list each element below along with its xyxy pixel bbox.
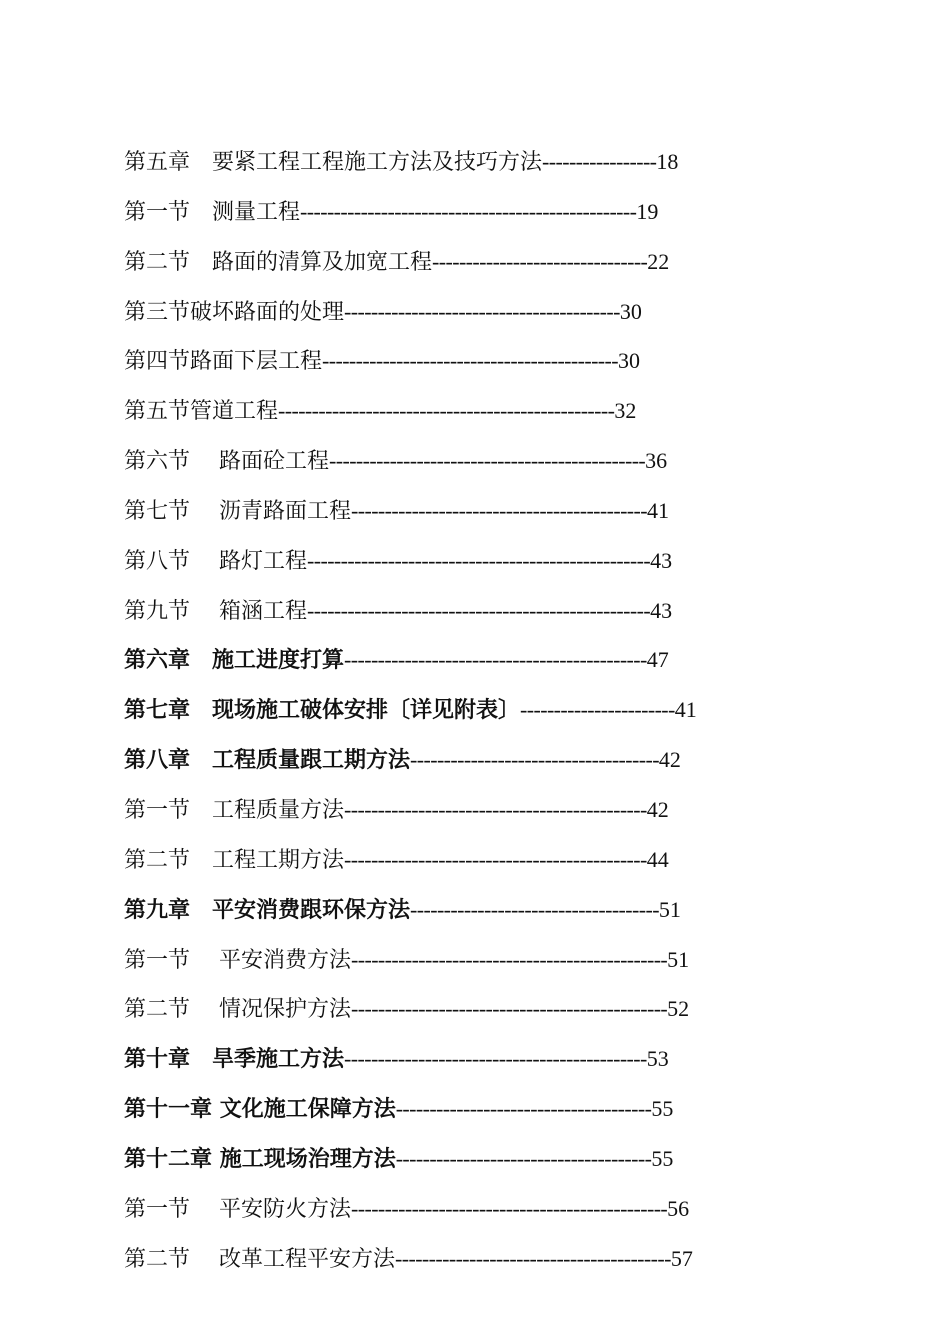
toc-entry-label: 第八章 xyxy=(124,747,191,774)
toc-entry-page-number: 47 xyxy=(646,647,669,673)
toc-entry-leader: -------------------------------------------- xyxy=(322,348,618,374)
toc-entry-title: 改革工程平安方法 xyxy=(219,1246,396,1272)
toc-entry-page-number: 44 xyxy=(646,846,669,872)
toc-entry-gap xyxy=(190,449,219,474)
toc-entry-page-number: 55 xyxy=(651,1145,674,1171)
toc-entry-page-number: 30 xyxy=(619,298,642,324)
toc-entry-title: 情况保护方法 xyxy=(219,997,352,1023)
toc-entry-title: 测量工程 xyxy=(212,199,301,225)
toc-entry[interactable] xyxy=(124,187,844,237)
toc-entry-page-number: 22 xyxy=(647,248,670,274)
toc-entry-title: 现场施工破体安排〔详见附表〕 xyxy=(212,697,521,724)
toc-entry-leader: -------------------------------- xyxy=(432,248,648,274)
toc-entry-title: 旱季施工方法 xyxy=(212,1046,345,1073)
toc-entry-title: 路灯工程 xyxy=(219,548,308,574)
toc-entry-page-number: 53 xyxy=(646,1046,669,1072)
toc-entry-title: 路面砼工程 xyxy=(219,449,330,475)
toc-entry-label: 第四节 xyxy=(124,349,191,375)
toc-entry[interactable] xyxy=(124,1184,844,1234)
toc-entry-label: 第一节 xyxy=(124,1196,191,1222)
toc-entry-title: 路面的清算及加宽工程 xyxy=(212,249,433,275)
toc-entry-title: 破坏路面的处理 xyxy=(190,299,345,325)
toc-entry-page-number: 19 xyxy=(636,198,659,224)
toc-entry-title: 工程质量跟工期方法 xyxy=(212,747,411,774)
toc-entry-label: 第七章 xyxy=(124,697,191,724)
toc-entry-page-number: 42 xyxy=(646,796,669,822)
toc-entry-gap xyxy=(190,848,212,873)
toc-entry-label: 第九节 xyxy=(124,598,191,624)
toc-entry[interactable] xyxy=(124,1234,844,1284)
toc-entry[interactable] xyxy=(124,635,844,685)
toc-entry-leader: ----------------------------------------- xyxy=(344,298,620,324)
toc-entry-label: 第十二章 xyxy=(124,1145,213,1172)
toc-entry-label: 第一节 xyxy=(124,797,191,823)
toc-entry[interactable] xyxy=(124,785,844,835)
toc-entry[interactable] xyxy=(124,436,844,486)
toc-entry-gap xyxy=(190,150,212,175)
toc-entry-gap xyxy=(190,647,212,673)
toc-entry[interactable] xyxy=(124,1084,844,1134)
toc-entry-label: 第一节 xyxy=(124,199,191,225)
toc-entry-page-number: 57 xyxy=(670,1245,693,1271)
toc-entry-gap xyxy=(190,499,219,524)
toc-entry[interactable] xyxy=(124,1134,844,1184)
toc-entry-gap xyxy=(190,697,212,723)
toc-entry-leader: -------------------------------------- xyxy=(395,1096,652,1122)
toc-entry[interactable] xyxy=(124,984,844,1034)
toc-entry[interactable] xyxy=(124,1034,844,1084)
toc-entry-gap xyxy=(212,1096,220,1122)
toc-entry[interactable] xyxy=(124,536,844,586)
toc-entry-gap xyxy=(190,747,212,773)
toc-entry-title: 要紧工程工程施工方法及技巧方法 xyxy=(212,150,543,175)
toc-entry-page-number: 43 xyxy=(650,547,673,573)
toc-entry-page-number: 32 xyxy=(614,398,637,424)
toc-entry-label: 第八节 xyxy=(124,548,191,574)
toc-entry[interactable] xyxy=(124,835,844,885)
toc-entry-label: 第二节 xyxy=(124,249,191,275)
toc-entry-leader: -------------------------------------- xyxy=(395,1145,652,1171)
toc-entry-page-number: 56 xyxy=(667,1195,690,1221)
toc-entry-label: 第三节 xyxy=(124,299,191,325)
toc-entry[interactable] xyxy=(124,486,844,536)
toc-entry-page-number: 51 xyxy=(667,946,690,972)
toc-entry-label: 第七节 xyxy=(124,498,191,524)
toc-entry-leader: ----------------------------------------------- xyxy=(329,448,646,474)
toc-entry-title: 平安消费跟环保方法 xyxy=(212,896,411,923)
toc-entry-title: 管道工程 xyxy=(190,399,279,425)
toc-entry-gap xyxy=(190,599,219,624)
toc-entry-gap xyxy=(190,1197,219,1222)
toc-entry-leader: --------------------------------------------- xyxy=(344,1046,647,1072)
toc-entry-title: 路面下层工程 xyxy=(190,349,323,375)
toc-entry-leader: --------------------------------------------------- xyxy=(307,597,651,623)
toc-entry-gap xyxy=(190,897,212,923)
toc-entry-page-number: 41 xyxy=(646,497,669,523)
toc-entry-leader: ----------------- xyxy=(542,149,657,174)
toc-entry-page-number: 18 xyxy=(656,149,679,174)
table-of-contents xyxy=(124,137,844,1283)
toc-entry-label: 第一节 xyxy=(124,947,191,973)
toc-entry-leader: ------------------------------------- xyxy=(410,896,659,922)
toc-entry-gap xyxy=(190,1247,219,1272)
toc-entry-page-number: 43 xyxy=(650,597,673,623)
toc-entry-label: 第六节 xyxy=(124,449,191,475)
toc-entry-title: 工程工期方法 xyxy=(212,847,345,873)
toc-entry-leader: ----------------------------------------- xyxy=(395,1245,671,1271)
toc-entry[interactable] xyxy=(124,885,844,935)
toc-entry-label: 第五章 xyxy=(124,150,191,175)
toc-entry-title: 平安消费方法 xyxy=(219,947,352,973)
toc-entry[interactable] xyxy=(124,237,844,287)
toc-entry[interactable] xyxy=(124,287,844,337)
toc-entry-gap xyxy=(190,798,212,823)
toc-entry-leader: -------------------------------------------------- xyxy=(300,198,637,224)
toc-entry-label: 第十章 xyxy=(124,1046,191,1073)
toc-entry-gap xyxy=(190,200,212,225)
toc-entry-label: 第二节 xyxy=(124,1246,191,1272)
toc-entry-label: 第二节 xyxy=(124,847,191,873)
toc-entry-leader: ------------------------------------- xyxy=(410,747,659,773)
toc-entry-label: 第九章 xyxy=(124,896,191,923)
toc-entry[interactable] xyxy=(124,935,844,985)
toc-entry[interactable] xyxy=(124,735,844,785)
toc-entry-title: 平安防火方法 xyxy=(219,1196,352,1222)
toc-entry-page-number: 51 xyxy=(658,896,681,922)
toc-entry-page-number: 30 xyxy=(617,348,640,374)
toc-entry[interactable] xyxy=(124,386,844,436)
toc-entry-gap xyxy=(212,1146,220,1172)
toc-entry-title: 文化施工保障方法 xyxy=(219,1096,396,1123)
toc-entry[interactable] xyxy=(124,137,844,187)
toc-entry-label: 第二节 xyxy=(124,997,191,1023)
toc-entry-leader: -------------------------------------------------- xyxy=(278,398,615,424)
toc-entry-gap xyxy=(190,250,212,275)
toc-entry-gap xyxy=(190,997,219,1022)
toc-entry-leader: ----------------------------------------------- xyxy=(351,946,668,972)
toc-entry[interactable] xyxy=(124,586,844,636)
toc-entry[interactable] xyxy=(124,685,844,735)
toc-entry-leader: -------------------------------------------- xyxy=(351,497,647,523)
toc-entry-leader: --------------------------------------------- xyxy=(344,846,647,872)
toc-entry-leader: --------------------------------------------- xyxy=(344,647,647,673)
toc-entry-title: 沥青路面工程 xyxy=(219,498,352,524)
toc-entry-title: 箱涵工程 xyxy=(219,598,308,624)
toc-entry-page-number: 55 xyxy=(651,1096,674,1122)
toc-entry-page-number: 41 xyxy=(674,697,697,723)
toc-entry-page-number: 36 xyxy=(645,448,668,474)
toc-entry-label: 第五节 xyxy=(124,399,191,425)
toc-entry-page-number: 42 xyxy=(658,747,681,773)
toc-entry-page-number: 52 xyxy=(667,996,690,1022)
toc-entry-leader: ----------------------------------------------- xyxy=(351,1195,668,1221)
toc-entry-label: 第十一章 xyxy=(124,1096,213,1123)
toc-entry-gap xyxy=(190,948,219,973)
toc-entry-title: 施工进度打算 xyxy=(212,647,345,674)
toc-entry-gap xyxy=(190,549,219,574)
toc-entry-leader: ----------------------------------------------- xyxy=(351,996,668,1022)
toc-entry-title: 工程质量方法 xyxy=(212,797,345,823)
toc-entry-leader: --------------------------------------------------- xyxy=(307,547,651,573)
toc-entry-gap xyxy=(190,1046,212,1072)
toc-entry-label: 第六章 xyxy=(124,647,191,674)
toc-entry[interactable] xyxy=(124,336,844,386)
toc-entry-title: 施工现场治理方法 xyxy=(219,1145,396,1172)
toc-entry-leader: ----------------------- xyxy=(520,697,675,723)
toc-entry-leader: --------------------------------------------- xyxy=(344,796,647,822)
